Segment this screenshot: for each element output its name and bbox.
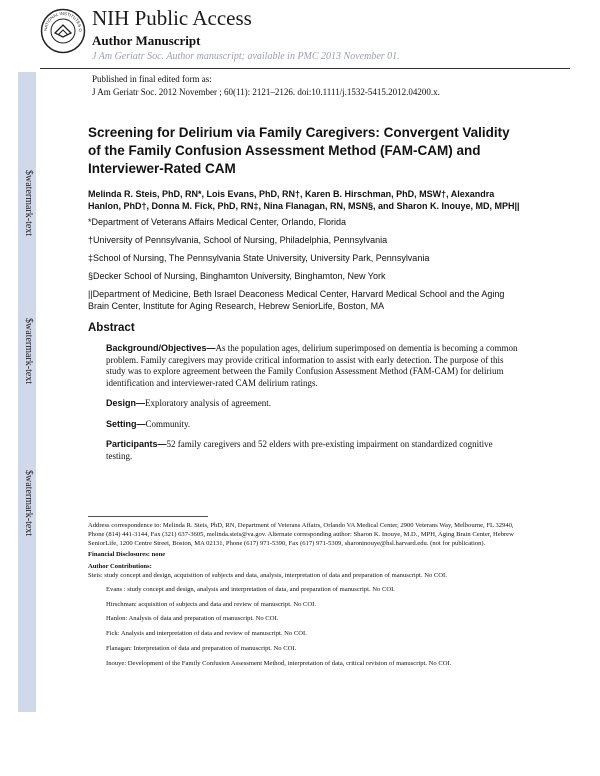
- footnote-divider: [88, 516, 208, 517]
- contribution-item: Hanlon: Analysis of data and preparation of manuscript. No COI.: [106, 615, 279, 623]
- affiliation-1: *Department of Veterans Affairs Medical Center, Orlando, Florida: [88, 217, 346, 227]
- contribution-item: Inouye: Development of the Family Confusion Assessment Method, interpretation of data, critical revision of manuscript. No COI.: [106, 659, 452, 667]
- financial-disclosures: Financial Disclosures: none: [88, 551, 166, 559]
- footnotes: [88, 522, 518, 675]
- abstract-background: [106, 343, 520, 389]
- abstract-label: Setting—: [106, 418, 146, 429]
- watermark-text: $watermark-text: [23, 170, 34, 237]
- affiliation-3: ‡School of Nursing, The Pennsylvania State University, University Park, Pennsylvania: [88, 253, 430, 263]
- nih-logo-icon: [40, 8, 86, 54]
- contribution-item: Steis: study concept and design, acquisition of subjects and data, analysis, interpretation of data and preparation of manuscript. No COI.: [88, 571, 447, 579]
- contributions-heading: Author Contributions:: [88, 563, 152, 571]
- author-list: Melinda R. Steis, PhD, RN*, Lois Evans, PhD, RN†, Karen B. Hirschman, PhD, MSW†, Alexandra Hanlon, PhD†, Donna M. Fick, PhD, RN‡, Nina Flanagan, RN, MSN§, and Sharon K. Inouye, MD, MPH||: [88, 189, 520, 211]
- watermark-text: $watermark-text: [23, 470, 34, 537]
- author-manuscript-label: Author Manuscript: [92, 33, 201, 48]
- contribution-item: Fick: Analysis and interpretation of data and review of manuscript. No COI.: [106, 630, 307, 638]
- affiliation-2: †University of Pennsylvania, School of Nursing, Philadelphia, Pennsylvania: [88, 235, 388, 245]
- contribution-item: Flanagan: Interpretation of data and preparation of manuscript. No COI.: [106, 644, 297, 652]
- affiliation-5: ||Department of Medicine, Beth Israel Deaconess Medical Center, Harvard Medical School and the Aging Brain Center, Institute for Aging Research, Hebrew SeniorLife, Boston, MA: [88, 289, 505, 311]
- published-label: Published in final edited form as:: [92, 74, 212, 84]
- abstract-participants: [106, 439, 520, 462]
- abstract-label: Background/Objectives—: [106, 343, 216, 353]
- article-title: Screening for Delirium via Family Caregivers: Convergent Validity of the Family Confusion Assessment Method (FAM-CAM) and Interviewer-Rated CAM: [88, 125, 510, 176]
- abstract-design: [106, 398, 520, 410]
- watermark-text: $watermark-text: [23, 318, 34, 385]
- nih-public-access-title: NIH Public Access: [92, 6, 252, 30]
- svg-text:NATIONAL INSTITUTES OF HEALTH: NATIONAL INSTITUTES O: [42, 10, 84, 32]
- abstract-text: As the population ages, delirium superimposed on dementia is becoming a common problem. Family caregivers may provide critical information to assist with early detection. The purpose of this study was to explore agreement between the Family Confusion Assessment Method (FAM-CAM) for delirium identification and interviewer-rated CAM delirium ratings.: [106, 343, 518, 388]
- abstract-text: 52 family caregivers and 52 elders with pre-existing impairment on standardized cognitive testing.: [106, 439, 493, 461]
- header-divider: [40, 68, 570, 69]
- abstract-text: Exploratory analysis of agreement.: [145, 398, 271, 408]
- abstract-setting: [106, 419, 520, 431]
- correspondence-note: Address correspondence to: Melinda R. Steis, PhD, RN, Department of Veterans Affairs, Orlando VA Medical Center, 2900 Veterans Way, Melbourne, FL 32940, Phone (814) 441-3144, Fax (321) 637-3605, melinda.steis@va.gov. Alternate corresponding author: Sharon K. Inouye, M.D., MPH, Aging Brain Center, Hebrew SeniorLife, 1200 Centre Street, Boston, MA 02131, Phone (617) 971-5390, Fax (617) 971-5309, sharoninouye@hsl.harvard.edu. (not for publication).: [88, 522, 514, 547]
- abstract-label: Participants—: [106, 439, 167, 449]
- sidebar-band: [18, 72, 36, 712]
- abstract-label: Design—: [106, 398, 146, 408]
- citation: J Am Geriatr Soc. 2012 November ; 60(11): 2121–2126. doi:10.1111/j.1532-5415.2012.04200.x.: [92, 87, 440, 97]
- abstract-heading: Abstract: [88, 322, 135, 334]
- availability-note: J Am Geriatr Soc. Author manuscript; available in PMC 2013 November 01.: [92, 51, 400, 62]
- article-body: [88, 124, 520, 469]
- contribution-item: Evans : study concept and design, analysis and interpretation of data, and preparation of manuscript. No COI.: [106, 585, 395, 593]
- abstract-text: Community.: [145, 418, 191, 429]
- contribution-item: Hirschman: acquisition of subjects and data and review of manuscript. No COI.: [106, 600, 317, 608]
- affiliation-4: §Decker School of Nursing, Binghamton University, Binghamton, New York: [88, 271, 386, 281]
